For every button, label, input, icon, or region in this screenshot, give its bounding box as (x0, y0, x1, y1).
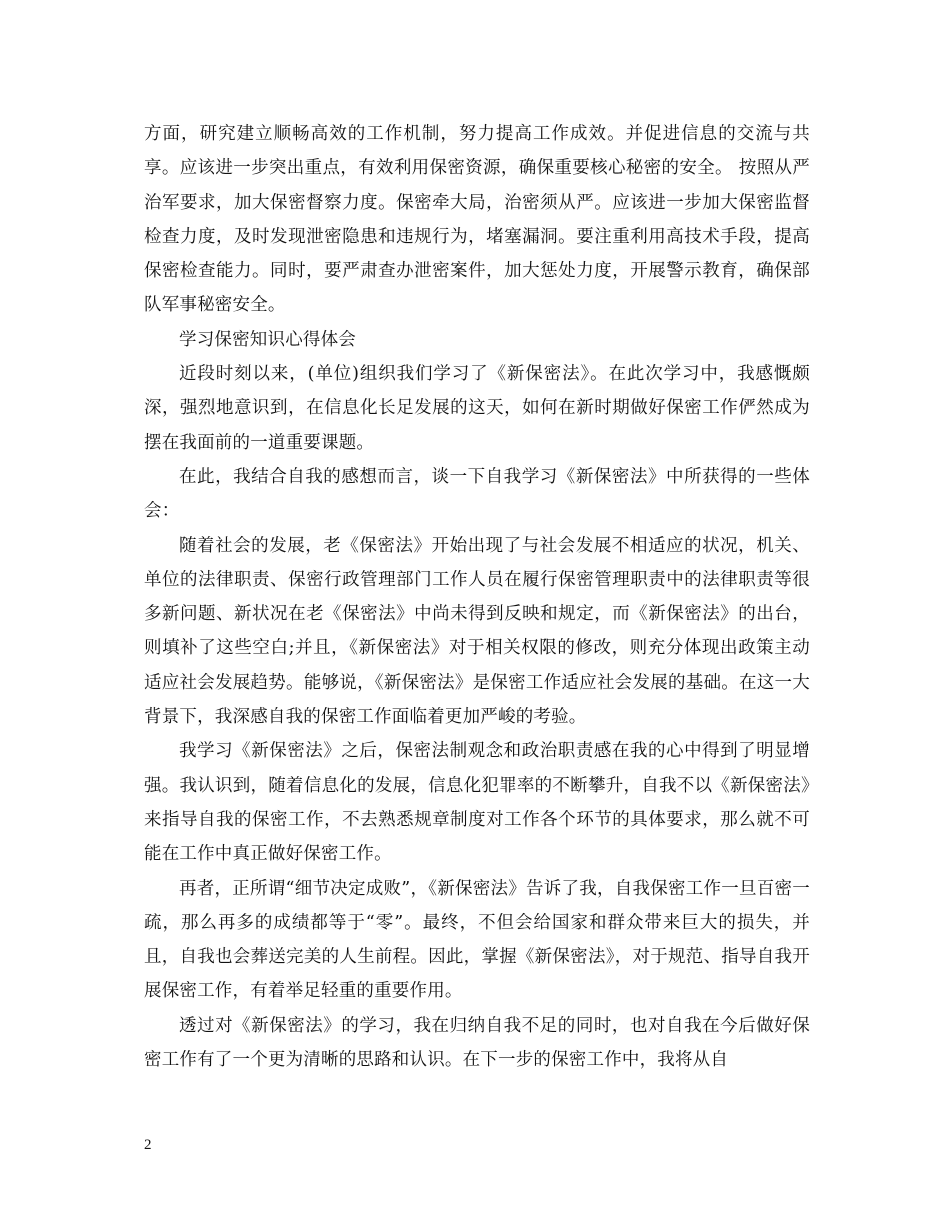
paragraph: 随着社会的发展，老《保密法》开始出现了与社会发展不相适应的状况，机关、单位的法律职责、保密行政管理部门工作人员在履行保密管理职责中的法律职责等很多新问题、新状况在老《保密法》中尚未得到反映和规定，而《新保密法》的出台，则填补了这些空白;并且，《新保密法》对于相关权限的修改，则充分体现出政策主动适应社会发展趋势。能够说，《新保密法》是保密工作适应社会发展的基础。在这一大背景下，我深感自我的保密工作面临着更加严峻的考验。 (144, 535, 810, 728)
paragraph: 在此，我结合自我的感想而言，谈一下自我学习《新保密法》中所获得的一些体会： (144, 466, 810, 522)
paragraph: 再者，正所谓“细节决定成败”，《新保密法》告诉了我，自我保密工作一旦百密一疏，那么再多的成绩都等于“零”。最终，不但会给国家和群众带来巨大的损失，并且，自我也会葬送完美的人生前程。因此，掌握《新保密法》，对于规范、指导自我开展保密工作，有着举足轻重的重要作用。 (144, 878, 810, 1002)
paragraph: 方面，研究建立顺畅高效的工作机制，努力提高工作成效。并促进信息的交流与共享。应该进一步突出重点，有效利用保密资源，确保重要核心秘密的安全。 按照从严治军要求，加大保密督察力度。保密牵大局，治密须从严。应该进一步加大保密监督检查力度，及时发现泄密隐患和违规行为，堵塞漏洞。要注重利用高技术手段，提高保密检查能力。同时，要严肃查办泄密案件，加大惩处力度，开展警示教育，确保部队军事秘密安全。 (144, 124, 810, 316)
paragraph: 近段时刻以来，(单位)组织我们学习了《新保密法》。在此次学习中，我感慨颇深，强烈地意识到，在信息化长足发展的这天，如何在新时期做好保密工作俨然成为摆在我面前的一道重要课题。 (144, 364, 810, 453)
paragraph: 透过对《新保密法》的学习，我在归纳自我不足的同时，也对自我在今后做好保密工作有了一个更为清晰的思路和认识。在下一步的保密工作中，我将从自 (144, 1015, 810, 1071)
section-heading: 学习保密知识心得体会 (179, 329, 356, 350)
paragraph: 我学习《新保密法》之后，保密法制观念和政治职责感在我的心中得到了明显增强。我认识到，随着信息化的发展，信息化犯罪率的不断攀升，自我不以《新保密法》来指导自我的保密工作，不去熟悉规章制度对工作各个环节的具体要求，那么就不可能在工作中真正做好保密工作。 (144, 741, 810, 865)
body-text (144, 117, 810, 1077)
page-number: 2 (144, 1137, 152, 1153)
